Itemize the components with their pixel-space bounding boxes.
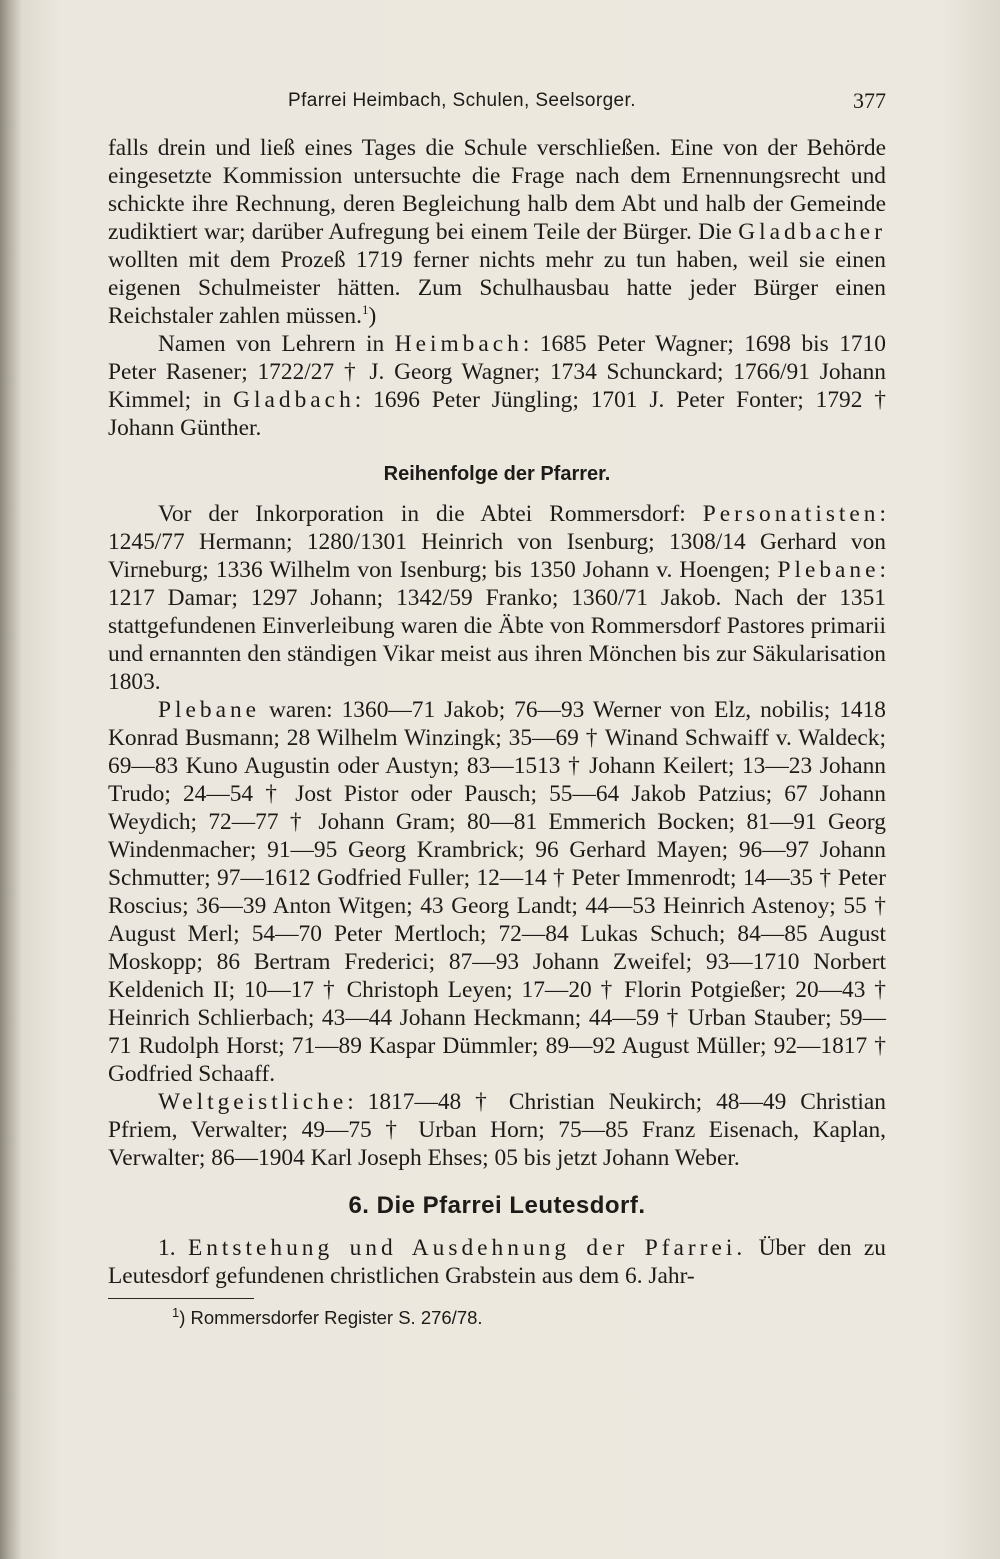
text-run: waren: 1360—71 Jakob; 76—93 Werner von Elz, nobilis; 1418 Konrad Busmann; 28 Wilhelm Winzingk; 35—69 † Winand Schwaiff v. Waldeck; 69—83 Kuno Augustin oder Austyn; 83—1513 † Johann Keilert; 13—23 Johann Trudo; 24—54 † Jost Pistor oder Pausch; 55—64 Jakob Patzius; 67 Johann Weydich; 72—77 † Johann Gram; 80—81 Emmerich Bocken; 81—91 Georg Windenmacher; 91—95 Georg Krambrick; 96 Gerhard Mayen; 96—97 Johann Schmutter; 97—1612 Godfried Fuller; 12—14 † Peter Immenrodt; 14—35 † Peter Roscius; 36—39 Anton Witgen; 43 Georg Landt; 44—53 Heinrich Astenoy; 55 † August Merl; 54—70 Peter Mertloch; 72—84 Lukas Schuch; 84—85 August Moskopp; 86 Bertram Frederici; 87—93 Johann Zweifel; 93—1710 Norbert Keldenich II; 10—17 † Christoph Leyen; 17—20 † Florin Potgießer; 20—43 † Heinrich Schlierbach; 43—44 Johann Heckmann; 44—59 † Urban Stauber; 59—71 Rudolph Horst; 71—89 Kaspar Dümmler; 89—92 August Müller; 92—1817 † Godfried Schaaff. (108, 697, 886, 1087)
text-run: : 1217 Damar; 1297 Johann; 1342/59 Franko; 1360/71 Jakob. Nach der 1351 stattgefundenen Einverleibung waren die Äbte von Rommersdorf Pastores primarii und ernannten den ständigen Vikar meist aus ihren Mönchen bis zur Säkularisation 1803. (108, 557, 886, 695)
spaced-name: Heimbach (394, 331, 523, 357)
spaced-name: Plebane (777, 557, 880, 583)
paragraph-school-dispute: falls drein und ließ eines Tages die Schule verschließen. Eine von der Behörde eingesetzte Kommission untersuchte die Frage nach dem Ernennungsrecht und schickte ihre Rechnung, deren Begleichung halb dem Abt und halb der Gemeinde zudiktiert war; darüber Aufregung bei einem Teile der Bürger. Die Gladbacher wollten mit dem Prozeß 1719 ferner nichts mehr zu tun haben, weil sie einen eigenen Schulmeister hätten. Zum Schulhausbau hatte jeder Bürger einen Reichstaler zahlen müssen.$^1$) (108, 135, 886, 329)
footnote-rule (108, 1298, 254, 1299)
spaced-name: Personatisten (702, 501, 880, 527)
paragraph-before-incorporation (108, 500, 886, 696)
text-run: wollten mit dem Prozeß 1719 ferner nichts mehr zu tun haben, weil sie einen eigenen Schulmeister hätten. Zum Schulhausbau hatte jeder Bürger einen Reichstaler zahlen müssen. (108, 247, 886, 329)
section-heading: Reihenfolge der Pfarrer. (383, 463, 611, 485)
paragraph-secular-clergy (108, 1088, 886, 1172)
running-head (108, 88, 886, 124)
text-run: 1. (158, 1235, 176, 1261)
spaced-heading: Entstehung und Ausdehnung der Pfarrei. (187, 1235, 747, 1261)
paragraph-plebane-list (108, 696, 886, 1088)
footnote-reference: 1 (361, 302, 369, 318)
running-head-title: Pfarrei Heimbach, Schulen, Seelsorger. (288, 90, 636, 111)
text-run: Vor der Inkorporation in die Abtei Rommersdorf: (158, 501, 686, 527)
text-run: : 1245/77 Hermann; 1280/1301 Heinrich von Isenburg; 1308/14 Gerhard von Virneburg; 1336 Wilhelm von Isenburg; bis 1350 Johann v. Hoengen; (108, 501, 886, 583)
spaced-name: Weltgeistliche (158, 1089, 348, 1115)
page-gutter-shadow (0, 0, 22, 1559)
text-run: : 1696 Peter Jüngling; 1701 J. Peter Fonter; 1792 † Johann Günther. (108, 387, 886, 441)
paragraph-leutesdorf-origin (108, 1234, 886, 1290)
text-run: : 1685 Peter Wagner; 1698 bis 1710 Peter Rasener; 1722/27 † J. Georg Wagner; 1734 Schunckard; 1766/91 Johann Kimmel; in (108, 331, 887, 413)
body-text (108, 134, 886, 1331)
paragraph-teachers (108, 330, 886, 442)
page-number: 377 (853, 88, 886, 113)
footnote (108, 1305, 886, 1331)
footnote-mark: 1 (172, 1304, 180, 1320)
spaced-name: Gladbacher (738, 219, 886, 245)
chapter-heading: 6. Die Pfarrei Leutesdorf. (348, 1192, 646, 1219)
spaced-name: Gladbach (233, 387, 355, 413)
spaced-name: Plebane (158, 697, 261, 723)
text-run: Über den zu Leutesdorf gefundenen christlichen Grabstein aus dem 6. Jahr- (108, 1235, 886, 1289)
footnote-text: ) Rommersdorfer Register S. 276/78. (179, 1307, 483, 1328)
text-run: falls drein und ließ eines Tages die Schule verschließen. Eine von der Behörde eingesetzte Kommission untersuchte die Frage nach dem Ernennungsrecht und schickte ihre Rechnung, deren Begleichung halb dem Abt und halb der Gemeinde zudiktiert war; darüber Aufregung bei einem Teile der Bürger. Die (108, 135, 886, 245)
text-run: Namen von Lehrern in (158, 331, 385, 357)
text-run: : 1817—48 † Christian Neukirch; 48—49 Christian Pfriem, Verwalter; 49—75 † Urban Horn; 75—85 Franz Eisenach, Kaplan, Verwalter; 86—1904 Karl Joseph Ehses; 05 bis jetzt Johann Weber. (108, 1089, 886, 1171)
